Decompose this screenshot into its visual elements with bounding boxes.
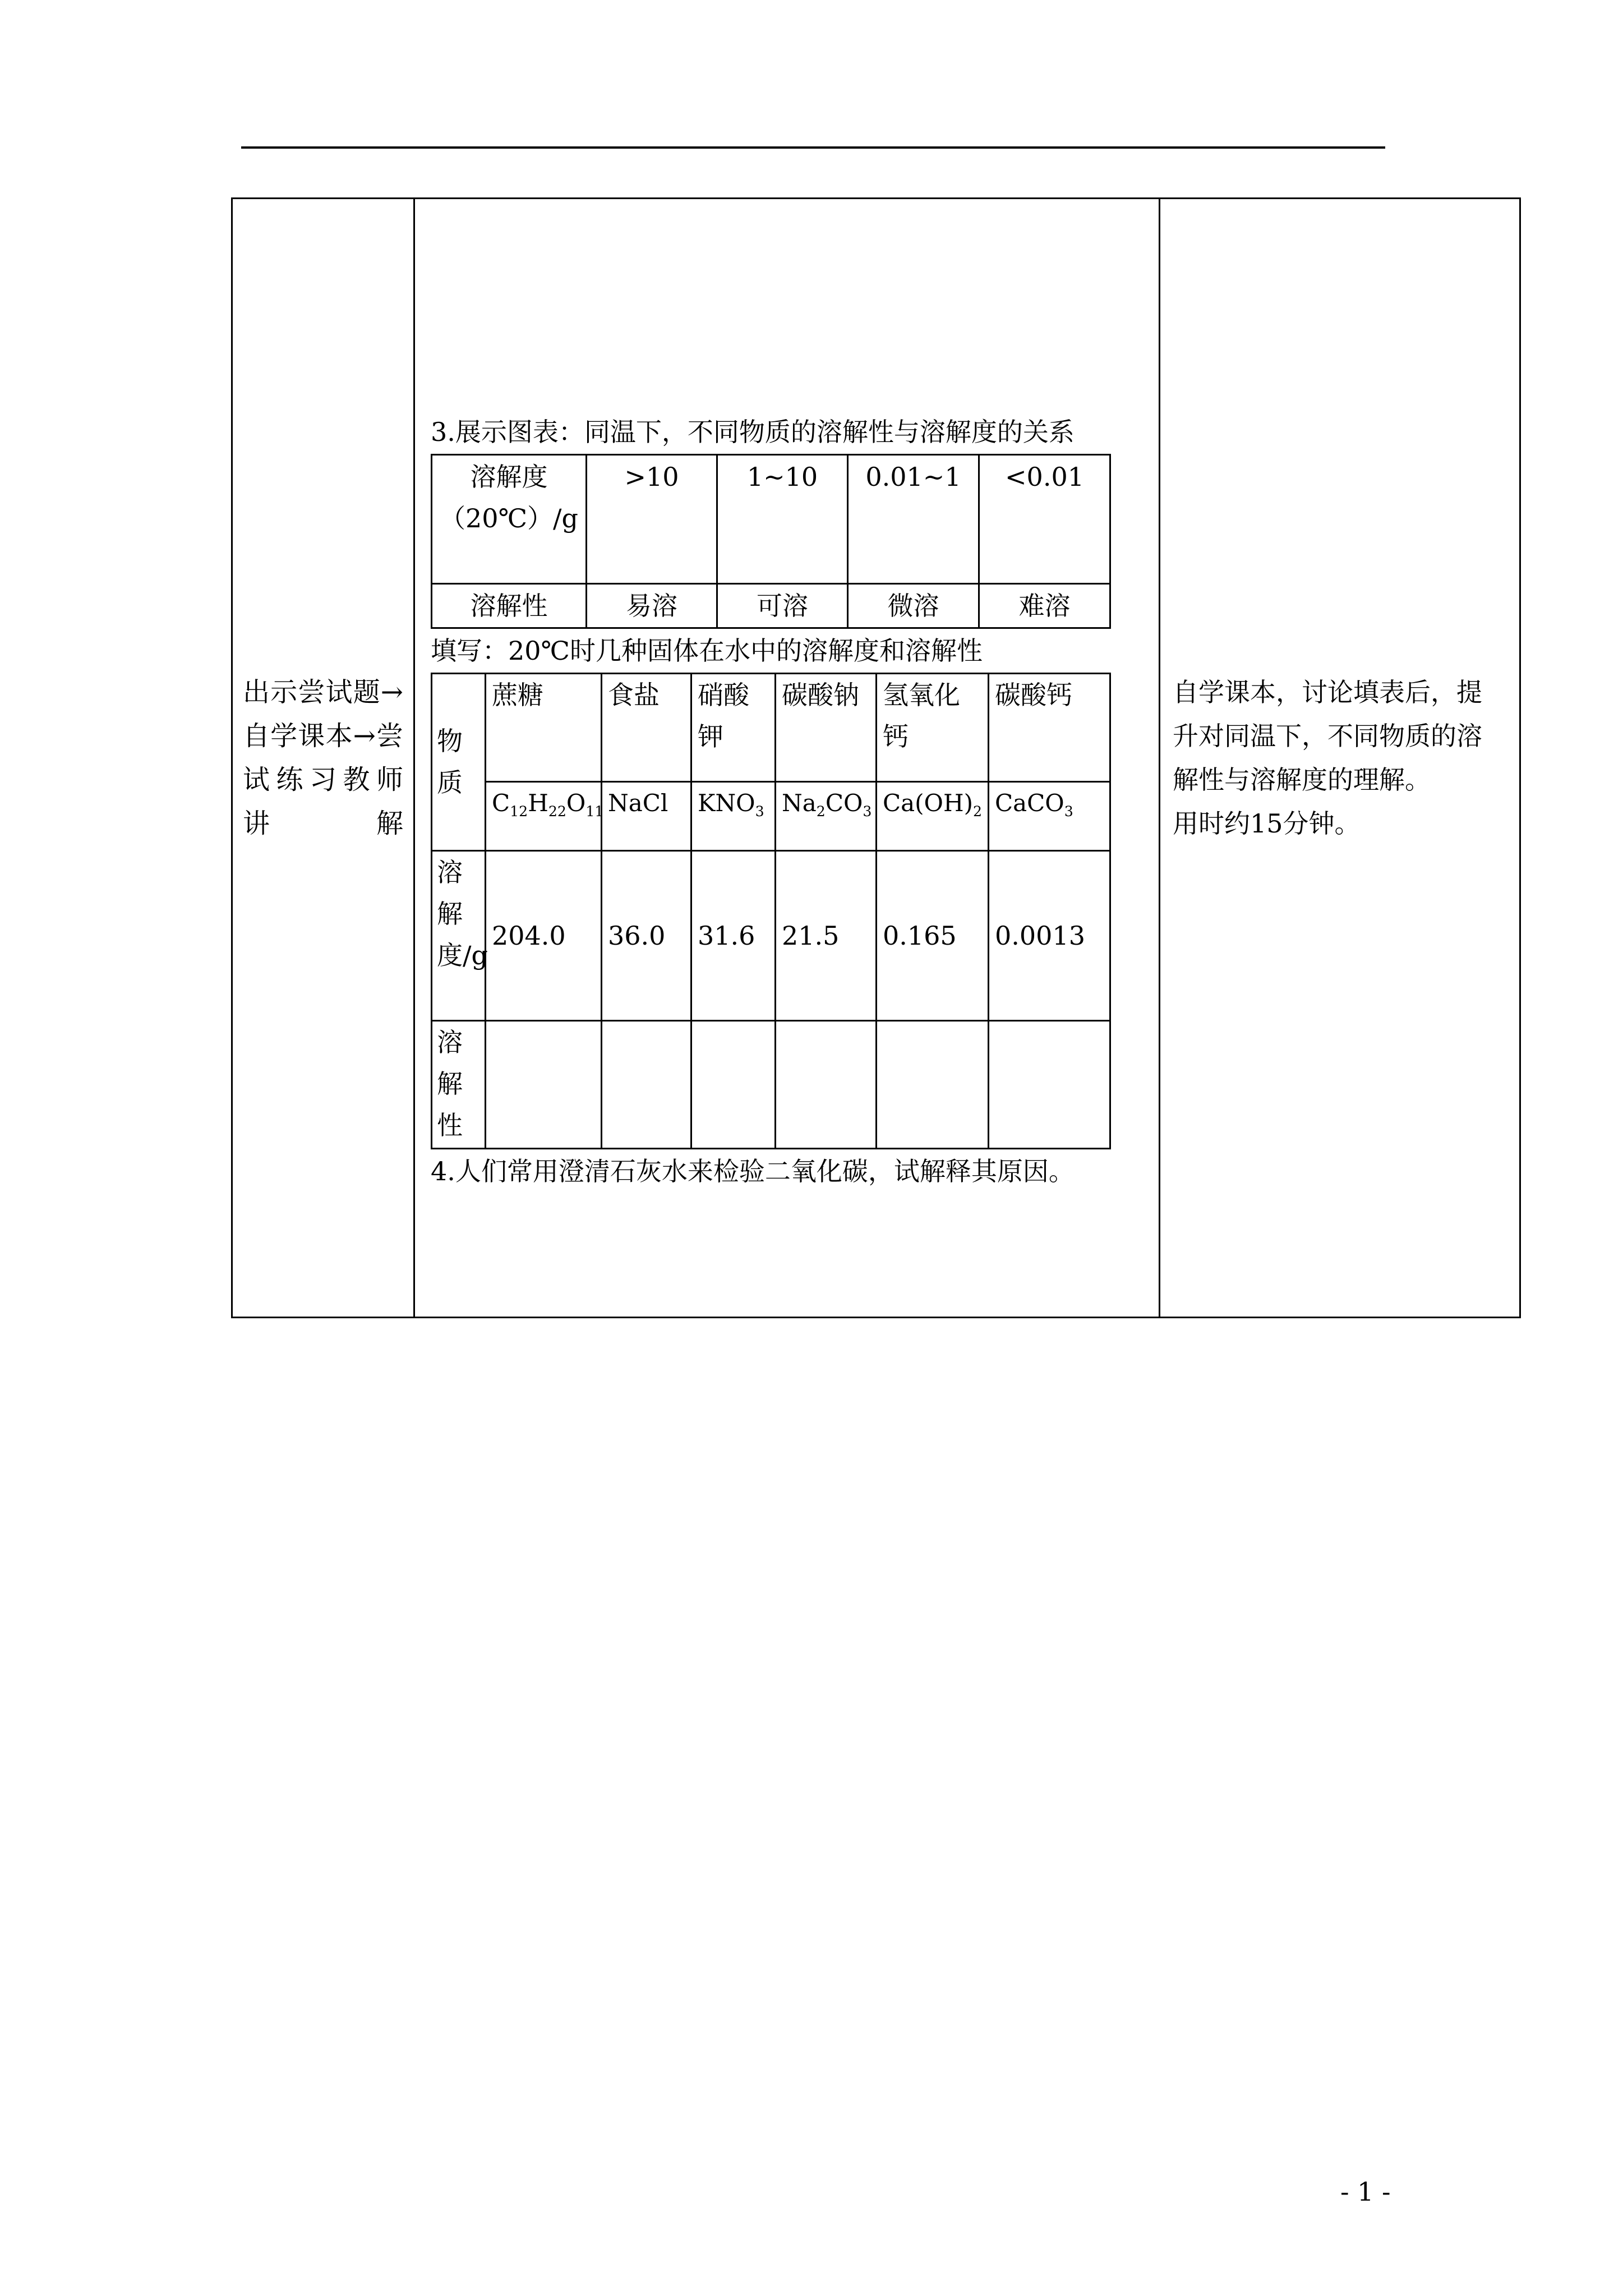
- blank-answer-cell: [486, 1020, 602, 1148]
- solubility-class-row: [432, 1020, 1110, 1148]
- substance-header: 物质: [432, 673, 486, 850]
- blank-answer-cell: [776, 1020, 877, 1148]
- scale-range-cell: 0.01~1: [848, 454, 979, 583]
- scale-range-cell: >10: [587, 454, 717, 583]
- formula-cell: NaCl: [602, 781, 691, 850]
- scale-class-row: [432, 583, 1110, 628]
- substance-name-cell: 硝酸钾: [691, 673, 776, 781]
- formula-row: [432, 781, 1110, 850]
- scale-row-header: 溶解度（20℃）/g: [432, 454, 587, 583]
- formula-cell: $KNO_3$: [691, 781, 776, 850]
- solubility-value: 36.0: [602, 850, 691, 1020]
- page-number: - 1 -: [1340, 2177, 1391, 2207]
- formula-cell: $Ca(OH)_2$: [877, 781, 989, 850]
- solubility-value: 0.0013: [989, 850, 1110, 1020]
- substance-name-cell: 氢氧化钙: [877, 673, 989, 781]
- activity-cell: [414, 199, 1160, 1318]
- scale-range-cell: 1~10: [717, 454, 848, 583]
- note-line-2: 用时约15分钟。: [1173, 808, 1361, 839]
- solubility-scale-table: [431, 454, 1111, 629]
- note-cell: [1160, 199, 1520, 1318]
- formula-cell: $Na_2CO_3$: [776, 781, 877, 850]
- method-text: 出示尝试题→自学课本→尝试练习教师讲解: [243, 677, 403, 839]
- method-cell: [232, 199, 414, 1318]
- solubility-value: 31.6: [691, 850, 776, 1020]
- scale-class-cell: 可溶: [717, 583, 848, 628]
- substance-name-row: [432, 673, 1110, 781]
- lesson-row: [232, 199, 1520, 1318]
- blank-answer-cell: [989, 1020, 1110, 1148]
- header-rule: [241, 146, 1385, 149]
- scale-class-cell: 易溶: [587, 583, 717, 628]
- blank-answer-cell: [877, 1020, 989, 1148]
- substance-name-cell: 蔗糖: [486, 673, 602, 781]
- solubility-value: 21.5: [776, 850, 877, 1020]
- blank-answer-cell: [602, 1020, 691, 1148]
- solubility-value: 204.0: [486, 850, 602, 1020]
- scale-class-cell: 微溶: [848, 583, 979, 628]
- note-line-1: 自学课本，讨论填表后，提升对同温下，不同物质的溶解性与溶解度的理解。: [1173, 677, 1482, 795]
- scale-class-header: 溶解性: [432, 583, 587, 628]
- item3-text: 3.展示图表：同温下，不同物质的溶解性与溶解度的关系: [431, 416, 1075, 447]
- lesson-table: [231, 197, 1521, 1318]
- solubility-header: 溶解度/g: [432, 850, 486, 1020]
- solubility-value: 0.165: [877, 850, 989, 1020]
- blank-answer-cell: [691, 1020, 776, 1148]
- scale-range-row: [432, 454, 1110, 583]
- scale-class-cell: 难溶: [979, 583, 1110, 628]
- solubility-row: [432, 850, 1110, 1020]
- solubility-class-header: 溶解性: [432, 1020, 486, 1148]
- substance-name-cell: 碳酸钙: [989, 673, 1110, 781]
- scale-range-cell: <0.01: [979, 454, 1110, 583]
- substance-name-cell: 食盐: [602, 673, 691, 781]
- fill-prompt: 填写：20℃时几种固体在水中的溶解度和溶解性: [431, 635, 983, 666]
- substance-name-cell: 碳酸钠: [776, 673, 877, 781]
- item4-text: 4.人们常用澄清石灰水来检验二氧化碳，试解释其原因。: [431, 1156, 1075, 1186]
- fill-in-table: [431, 673, 1111, 1149]
- formula-cell: $C_{12}H_{22}O_{11}$: [486, 781, 602, 850]
- formula-cell: CaCO$_3$: [989, 781, 1110, 850]
